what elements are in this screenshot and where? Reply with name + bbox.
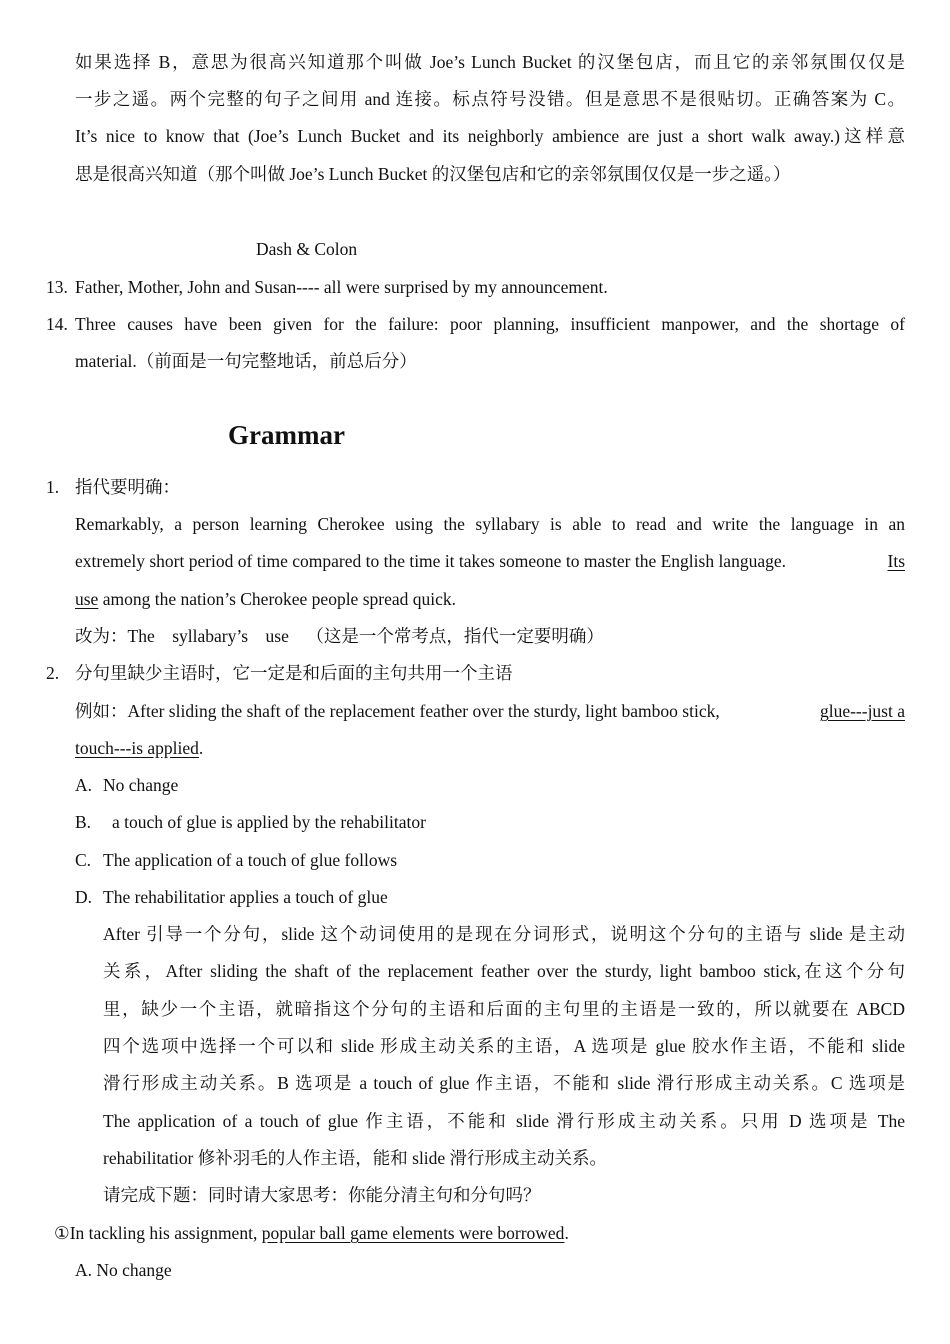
point-1-example-line-1: Remarkably, a person learning Cherokee using the syllabary is able to read and write the language in an — [75, 514, 905, 534]
explanation-line-6: The application of a touch of glue 作主语，不能和 slide 滑行形成主动关系。只用 D 选项是 The — [103, 1111, 905, 1131]
point-1-example-line-2 — [75, 550, 905, 572]
point-2-heading: 分句里缺少主语时，它一定是和后面的主句共用一个主语 — [75, 663, 513, 683]
intro-line-4: 思是很高兴知道（那个叫做 Joe’s Lunch Bucket 的汉堡包店和它的亲邻氛围仅仅是一步之遥。） — [75, 164, 791, 184]
point-2-number: 2. — [46, 663, 60, 683]
point-1-number: 1. — [46, 477, 60, 497]
underlined-phrase: glue---just a — [819, 701, 905, 721]
explanation-line-1: After 引导一个分句，slide 这个动词使用的是现在分词形式，说明这个分句的主语与 slide 是主动 — [103, 924, 905, 944]
point-1-correction: 改为：The syllabary’s use （这是一个常考点，指代一定要明确） — [75, 626, 604, 646]
explanation-line-5: 滑行形成主动关系。B 选项是 a touch of glue 作主语，不能和 slide 滑行形成主动关系。C 选项是 — [103, 1073, 905, 1093]
item-13-number: 13. — [46, 277, 68, 297]
item-14-line-1: Three causes have been given for the failure: poor planning, insufficient manpower, and the shortage of — [75, 314, 905, 334]
option-a-text: No change — [103, 775, 179, 795]
underlined-phrase: touch---is applied — [75, 738, 199, 758]
example-text: among the nation’s Cherokee people spread quick. — [98, 589, 457, 609]
exercise-prompt: 请完成下题：同时请大家思考：你能分清主句和分句吗？ — [103, 1185, 541, 1205]
intro-line-2: 一步之遥。两个完整的句子之间用 and 连接。标点符号没错。但是意思不是很贴切。正确答案为 C。 — [75, 89, 905, 109]
question-marker: ① — [54, 1223, 70, 1243]
question-text: In tackling his assignment, — [69, 1223, 262, 1243]
example-text: extremely short period of time compared to the time it takes someone to master the English language. — [75, 551, 786, 571]
section-heading-dash-colon: Dash & Colon — [256, 239, 358, 259]
point-2-example-line-2 — [75, 737, 203, 759]
option-b-text: a touch of glue is applied by the rehabilitator — [112, 812, 426, 832]
question-1 — [54, 1222, 569, 1244]
explanation-line-7: rehabilitatior 修补羽毛的人作主语，能和 slide 滑行形成主动关系。 — [103, 1148, 608, 1168]
item-14-number: 14. — [46, 314, 68, 334]
underlined-use: use — [75, 589, 99, 609]
underlined-pronoun: Its — [887, 551, 905, 571]
underlined-phrase: popular ball game elements were borrowed — [261, 1223, 565, 1243]
option-c-text: The application of a touch of glue follows — [103, 850, 398, 870]
option-b-letter: B. — [75, 812, 92, 832]
intro-line-3: It’s nice to know that (Joe’s Lunch Bucket and its neighborly ambience are just a short walk away.)这样意 — [75, 126, 905, 146]
question-1-option-a: A. No change — [75, 1260, 172, 1280]
item-13-text: Father, Mother, John and Susan---- all were surprised by my announcement. — [75, 277, 608, 297]
explanation-line-3: 里，缺少一个主语，就暗指这个分句的主语和后面的主句里的主语是一致的，所以就要在 ABCD — [103, 999, 905, 1019]
option-c-letter: C. — [75, 850, 92, 870]
intro-line-1: 如果选择 B，意思为很高兴知道那个叫做 Joe’s Lunch Bucket 的汉堡包店，而且它的亲邻氛围仅仅是 — [75, 52, 905, 72]
option-d-text: The rehabilitatior applies a touch of glue — [103, 887, 388, 907]
item-14-line-2: material.（前面是一句完整地话，前总后分） — [75, 351, 417, 371]
point-2-example-line-1 — [75, 700, 905, 722]
example-text: . — [198, 738, 204, 758]
point-1-heading: 指代要明确： — [75, 477, 180, 497]
explanation-line-2: 关系，After sliding the shaft of the replacement feather over the sturdy, light bamboo stick,在这个分句 — [103, 961, 905, 981]
point-1-example-line-3 — [75, 588, 456, 610]
example-text: 例如：After sliding the shaft of the replacement feather over the sturdy, light bamboo stick, — [75, 701, 720, 721]
option-d-letter: D. — [75, 887, 93, 907]
explanation-line-4: 四个选项中选择一个可以和 slide 形成主动关系的主语，A 选项是 glue 胶水作主语，不能和 slide — [103, 1036, 905, 1056]
option-a-letter: A. — [75, 775, 93, 795]
question-text-end: . — [564, 1223, 569, 1243]
grammar-title: Grammar — [228, 420, 345, 450]
